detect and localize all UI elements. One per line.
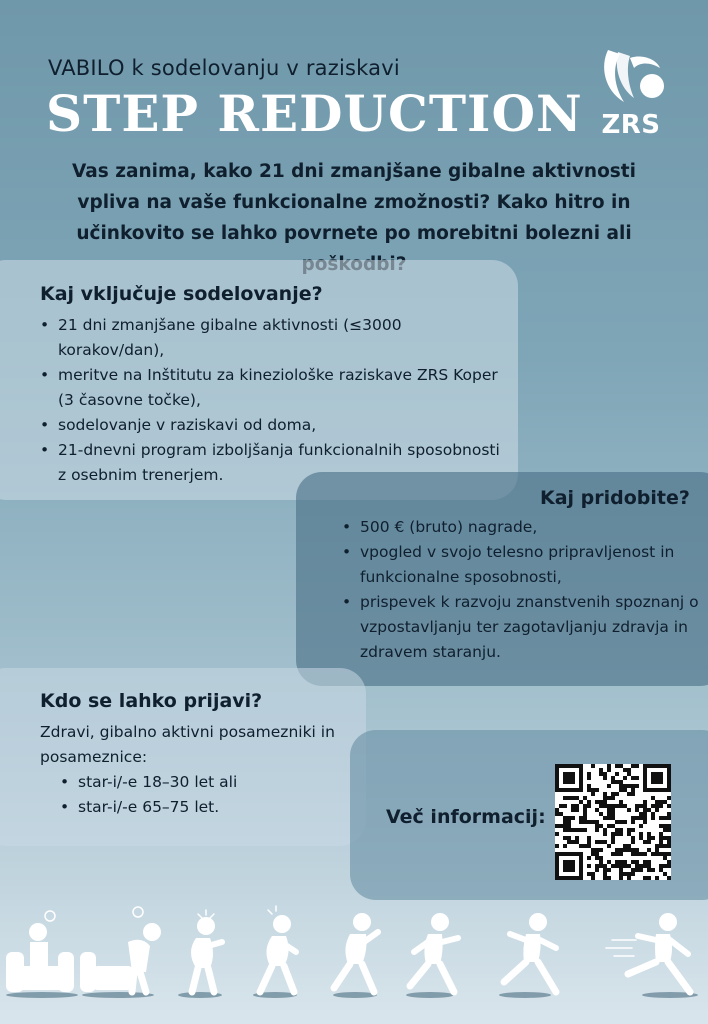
recovery-progression-illustration [0,900,708,1010]
list-item: • sodelovanje v raziskavi od doma, [38,413,508,438]
qr-code-icon[interactable] [555,764,671,880]
benefits-list [340,515,700,665]
eligibility-text: Zdravi, gibalno aktivni posamezniki in posameznice: [40,723,335,766]
eligibility-list [58,770,338,820]
list-item: • star-i/-e 18–30 let ali [58,770,338,795]
more-info-label: Več informacij: [386,806,546,828]
participation-list [38,313,508,488]
eligibility-heading: Kdo se lahko prijavi? [40,690,263,712]
intro-question: Vas zanima, kako 21 dni zmanjšane gibalne aktivnosti vpliva na vaše funkcionalne zmožnosti? Kako hitro in učinkovito se lahko povrnete po morebitni bolezni ali [72,161,636,244]
page-title: STEP REDUCTION [46,84,583,143]
zrs-logo-icon [594,46,668,108]
logo-text: ZRS [601,110,661,140]
zrs-logo [594,46,668,144]
list-item: • meritve na Inštitutu za kineziološke raziskave ZRS Koper (3 časovne točke), [38,363,508,413]
list-item: • 21-dnevni program izboljšanja funkcionalnih sposobnosti z osebnim trenerjem. [38,438,508,488]
list-item: • prispevek k razvoju znanstvenih spoznanj o vzpostavljanju ter zagotavljanju zdravja in zdravem staranju. [340,590,700,665]
list-item: • star-i/-e 65–75 let. [58,795,338,820]
participation-heading: Kaj vključuje sodelovanje? [40,283,323,305]
list-item: • 21 dni zmanjšane gibalne aktivnosti (≤3000 korakov/dan), [38,313,508,363]
list-item: • 500 € (bruto) nagrade, [340,515,700,540]
invitation-subtitle: VABILO k sodelovanju v raziskavi [48,56,400,80]
benefits-heading: Kaj pridobite? [540,487,690,509]
list-item: • vpogled v svojo telesno pripravljenost in funkcionalne sposobnosti, [340,540,700,590]
